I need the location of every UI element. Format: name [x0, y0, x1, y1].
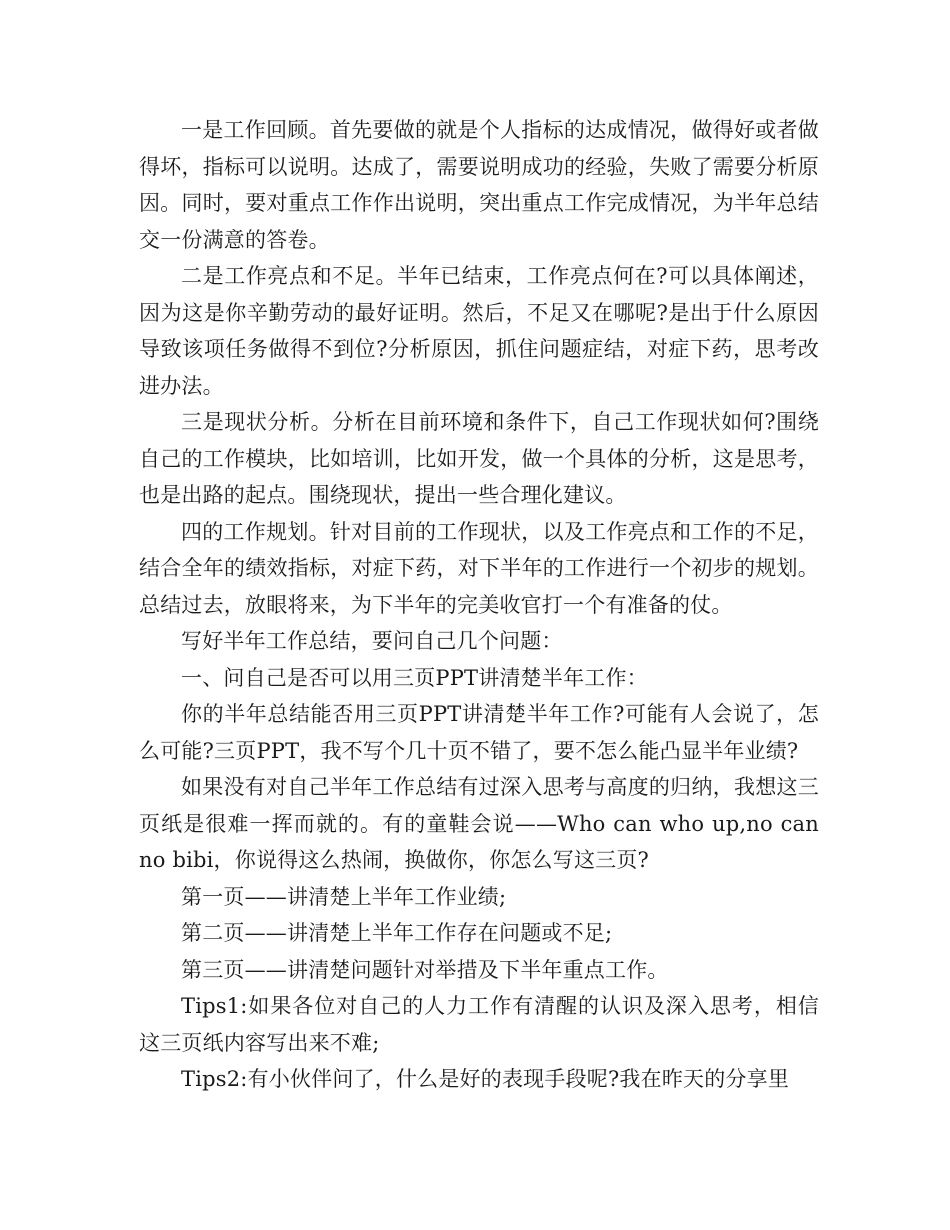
paragraph-questions-intro: 写好半年工作总结，要问自己几个问题：	[181, 629, 563, 653]
paragraph-tips-one: Tips1:如果各位对自己的人力工作有清醒的认识及深入思考，相信这三页纸内容写出来不难;	[139, 994, 819, 1055]
paragraph-work-review: 一是工作回顾。首先要做的就是个人指标的达成情况，做得好或者做得坏，指标可以说明。达成了，需要说明成功的经验，失败了需要分析原因。同时，要对重点工作作出说明，突出重点工作完成情况，为半年总结交一份满意的答卷。	[139, 118, 819, 252]
paragraph-tips-two: Tips2:有小伙伴问了，什么是好的表现手段呢?我在昨天的分享里	[181, 1067, 790, 1091]
paragraph-question-one-heading: 一、问自己是否可以用三页PPT讲清楚半年工作：	[181, 665, 648, 690]
paragraph-work-planning: 四的工作规划。针对目前的工作现状，以及工作亮点和工作的不足，结合全年的绩效指标，对症下药，对下半年的工作进行一个初步的规划。总结过去，放眼将来，为下半年的完美收官打一个有准备的仗。	[139, 519, 819, 617]
paragraph-three-pages-ppt: 你的半年总结能否用三页PPT讲清楚半年工作?可能有人会说了，怎么可能?三页PPT，我不写个几十页不错了，要不怎么能凸显半年业绩?	[139, 702, 819, 763]
paragraph-page-two: 第二页——讲清楚上半年工作存在问题或不足;	[181, 921, 613, 945]
paragraph-page-one: 第一页——讲清楚上半年工作业绩;	[181, 884, 507, 909]
document-body	[139, 112, 819, 1098]
paragraph-deep-thinking: 如果没有对自己半年工作总结有过深入思考与高度的归纳，我想这三页纸是很难一挥而就的。有的童鞋会说——Who can who up,no can no bibi，你说得这么热闹，换做你，你怎么写这三页?	[139, 775, 819, 872]
paragraph-page-three: 第三页——讲清楚问题针对举措及下半年重点工作。	[181, 957, 669, 982]
paragraph-highlights-and-shortcomings: 二是工作亮点和不足。半年已结束，工作亮点何在?可以具体阐述，因为这是你辛勤劳动的最好证明。然后，不足又在哪呢?是出于什么原因导致该项任务做得不到位?分析原因，抓住问题症结，对症下药，思考改进办法。	[139, 264, 819, 398]
paragraph-status-analysis: 三是现状分析。分析在目前环境和条件下，自己工作现状如何?围绕自己的工作模块，比如培训，比如开发，做一个具体的分析，这是思考，也是出路的起点。围绕现状，提出一些合理化建议。	[139, 410, 819, 507]
